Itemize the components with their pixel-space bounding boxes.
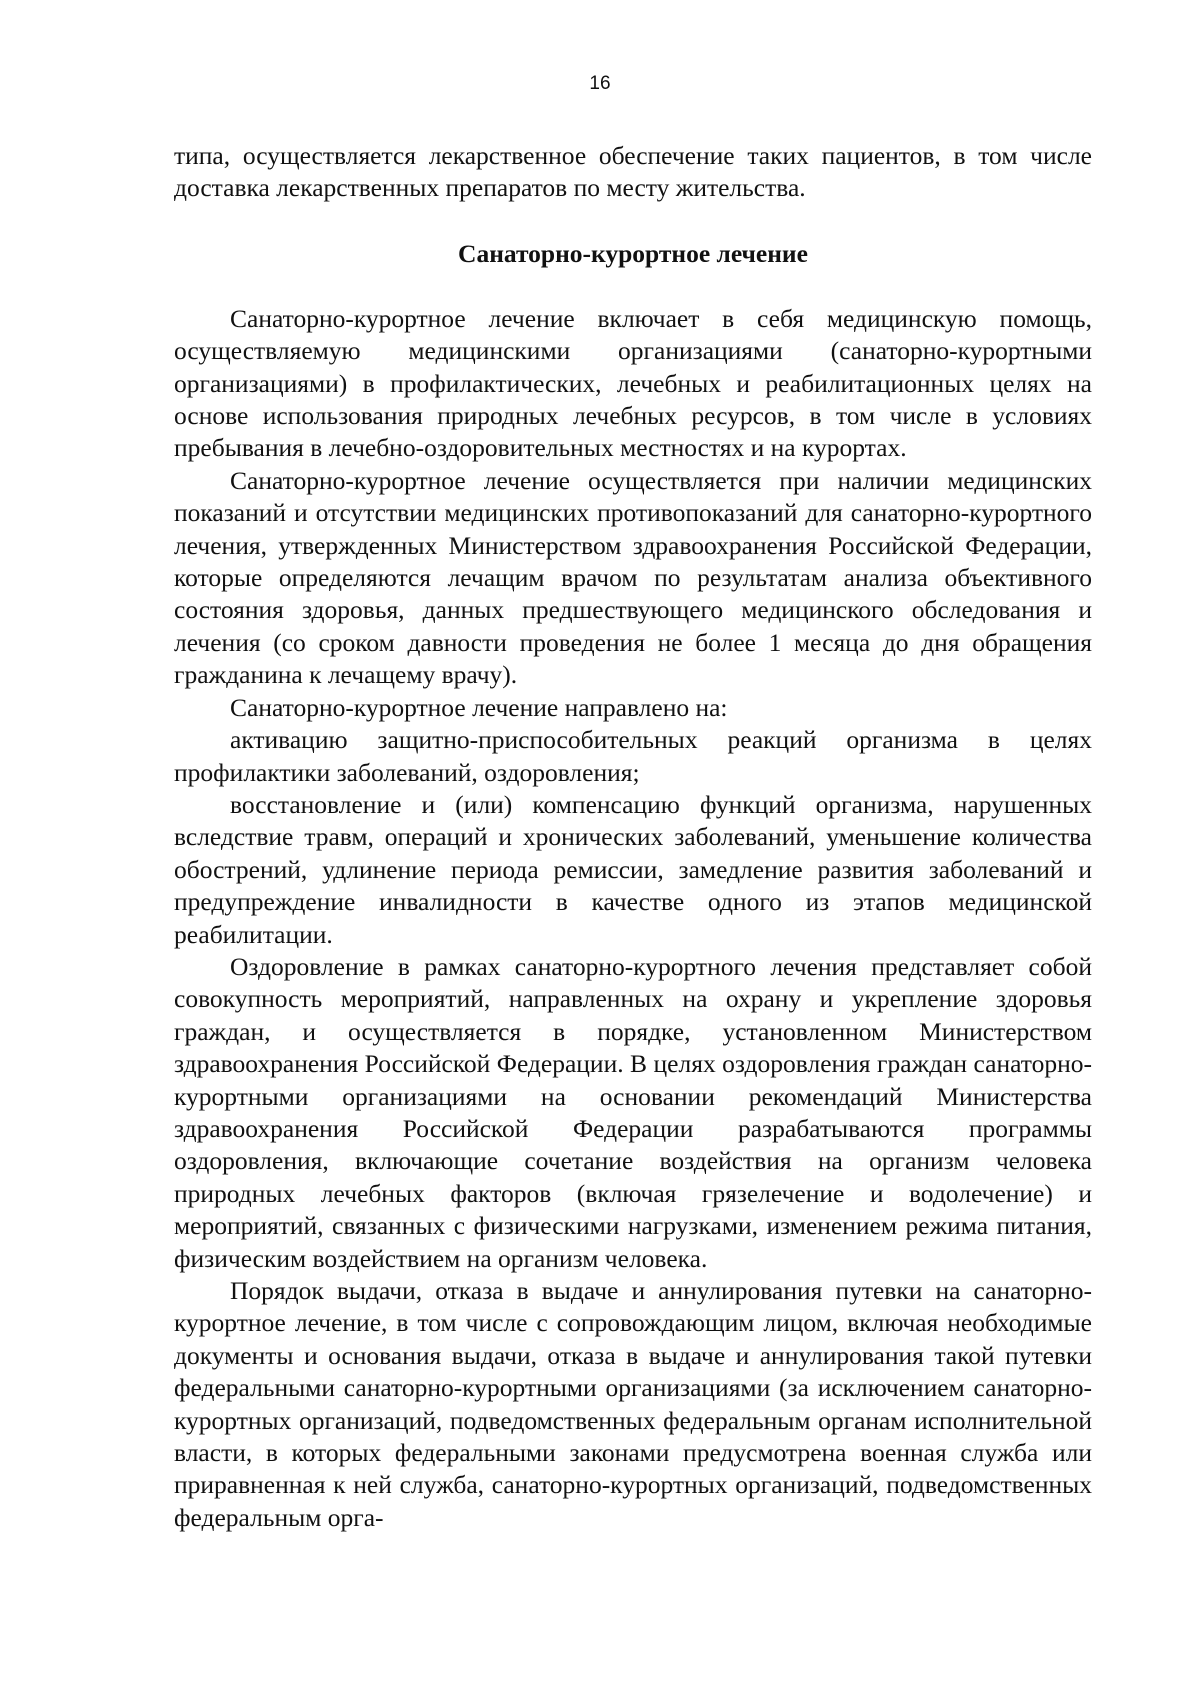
paragraph-indications: Санаторно-курортное лечение осуществляется при наличии медицинских показаний и отсутствии медицинских противопоказаний для санаторно-курортного лечения, утвержденных Министерством здравоохранения Российской Федерации, которые определяются лечащим врачом по результатам анализа объективного состояния здоровья, данных предшествующего медицинского обследования и лечения (со сроком давности проведения не более 1 месяца до дня обращения гражданина к лечащему врачу). [174, 465, 1092, 690]
list-item-restoration: восстановление и (или) компенсацию функций организма, нарушенных вследствие травм, операций и хронических заболеваний, уменьшение количества обострений, удлинение периода ремиссии, замедление развития заболеваний и предупреждение инвалидности в качестве одного из этапов медицинской реабилитации. [174, 789, 1092, 949]
paragraph-voucher-procedure: Порядок выдачи, отказа в выдаче и аннулирования путевки на санаторно-курортное лечение, в том числе с сопровождающим лицом, включая необходимые документы и основания выдачи, отказа в выдаче и аннулирования такой путевки федеральными санаторно-курортными организациями (за исключением санаторно-курортных организаций, подведомственных федеральным органам исполнительной власти, в которых федеральными законами предусмотрена военная служба или приравненная к ней служба, санаторно-курортных организаций, подведомственных федеральным орга- [174, 1276, 1092, 1532]
paragraph-health-improvement: Оздоровление в рамках санаторно-курортного лечения представляет собой совокупность мероприятий, направленных на охрану и укрепление здоровья граждан, и осуществляется в порядке, установленном Министерством здравоохранения Российской Федерации. В целях оздоровления граждан санаторно-курортными организациями на основании рекомендаций Министерства здравоохранения Российской Федерации разрабатываются программы оздоровления, включающие сочетание воздействия на организм человека природных лечебных факторов (включая грязелечение и водолечение) и мероприятий, связанных с физическими нагрузками, изменением режима питания, физическим воздействием на организм человека. [174, 951, 1092, 1273]
paragraph-aims-intro: Санаторно-курортное лечение направлено на: [230, 692, 728, 722]
paragraph-definition: Санаторно-курортное лечение включает в себя медицинскую помощь, осуществляемую медицинскими организациями (санаторно-курортными организациями) в профилактических, лечебных и реабилитационных целях на основе использования природных лечебных ресурсов, в том числе в условиях пребывания в лечебно-оздоровительных местностях и на курортах. [174, 303, 1092, 463]
section-title: Санаторно-курортное лечение [458, 238, 808, 268]
page-number: 16 [589, 73, 611, 94]
continuation-paragraph: типа, осуществляется лекарственное обеспечение таких пациентов, в том числе доставка лекарственных препаратов по месту жительства. [174, 141, 1092, 203]
page-body [174, 140, 1092, 1534]
list-item-activation: активацию защитно-приспособительных реакций организма в целях профилактики заболеваний, оздоровления; [174, 725, 1092, 787]
